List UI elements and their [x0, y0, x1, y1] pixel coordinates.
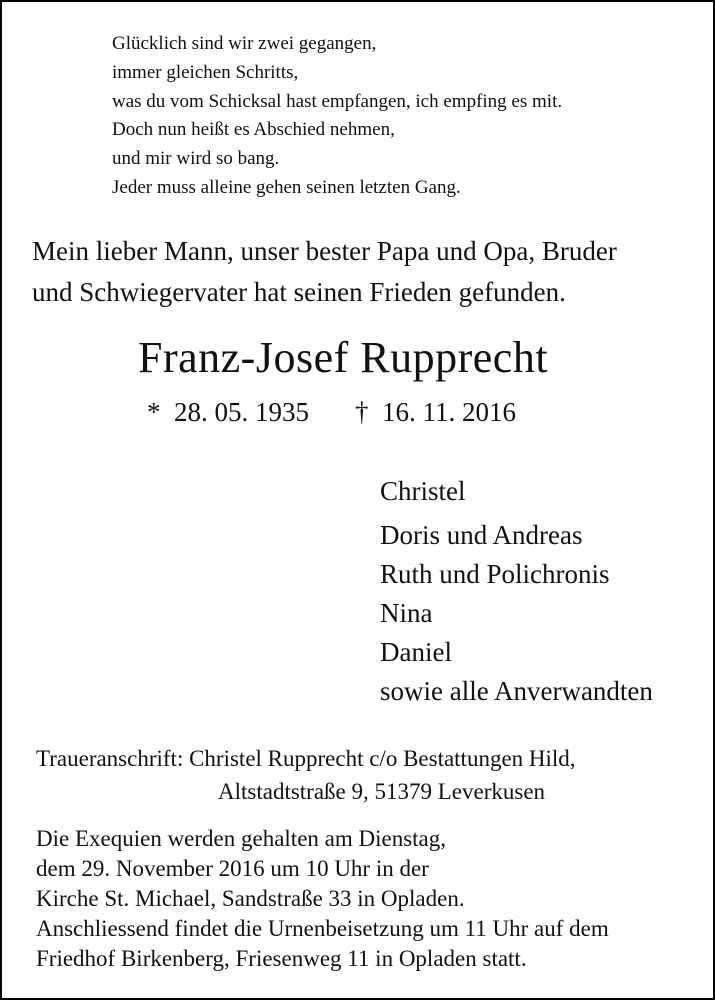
service-line: Anschliessend findet die Urnenbeisetzung um 11 Uhr auf dem	[36, 916, 609, 941]
birth-date: 28. 05. 1935	[174, 397, 309, 427]
service-line: Die Exequien werden gehalten am Dienstag,	[36, 826, 447, 851]
announcement-line: Mein lieber Mann, unser bester Papa und Opa, Bruder	[32, 236, 617, 266]
service-line: Friedhof Birkenberg, Friesenweg 11 in Opladen statt.	[36, 946, 527, 971]
mourning-address	[36, 742, 576, 808]
birth-symbol: *	[147, 397, 161, 427]
poem-line: Glücklich sind wir zwei gegangen,	[112, 33, 377, 54]
family-spouse: Christel	[380, 476, 466, 506]
family-member: Ruth und Polichronis	[380, 559, 610, 589]
poem-line: und mir wird so bang.	[112, 148, 280, 170]
life-dates	[147, 395, 516, 429]
family-member: Nina	[380, 598, 433, 628]
poem	[112, 30, 562, 203]
death-date: 16. 11. 2016	[382, 397, 516, 427]
announcement-line: und Schwiegervater hat seinen Frieden gefunden.	[32, 277, 566, 307]
service-line: dem 29. November 2016 um 10 Uhr in der	[36, 856, 429, 881]
family-members	[380, 518, 653, 713]
death-symbol: †	[355, 397, 369, 427]
address-line: Traueranschrift: Christel Rupprecht c/o Bestattungen Hild,	[36, 746, 576, 771]
service-details	[36, 824, 609, 974]
poem-line: Jeder muss alleine gehen seinen letzten Gang.	[112, 176, 461, 198]
family-member: Doris und Andreas	[380, 520, 583, 550]
poem-line: immer gleichen Schritts,	[112, 61, 299, 83]
family-member: Daniel	[380, 637, 452, 667]
poem-line: was du vom Schicksal hast empfangen, ich empfing es mit.	[112, 90, 563, 112]
announcement	[32, 231, 617, 313]
service-line: Kirche St. Michael, Sandstraße 33 in Opladen.	[36, 886, 465, 911]
family-member: sowie alle Anverwandten	[380, 676, 653, 706]
poem-line: Doch nun heißt es Abschied nehmen,	[112, 119, 395, 141]
address-line: Altstadtstraße 9, 51379 Leverkusen	[218, 779, 546, 804]
deceased-name: Franz-Josef Rupprecht	[138, 333, 549, 382]
